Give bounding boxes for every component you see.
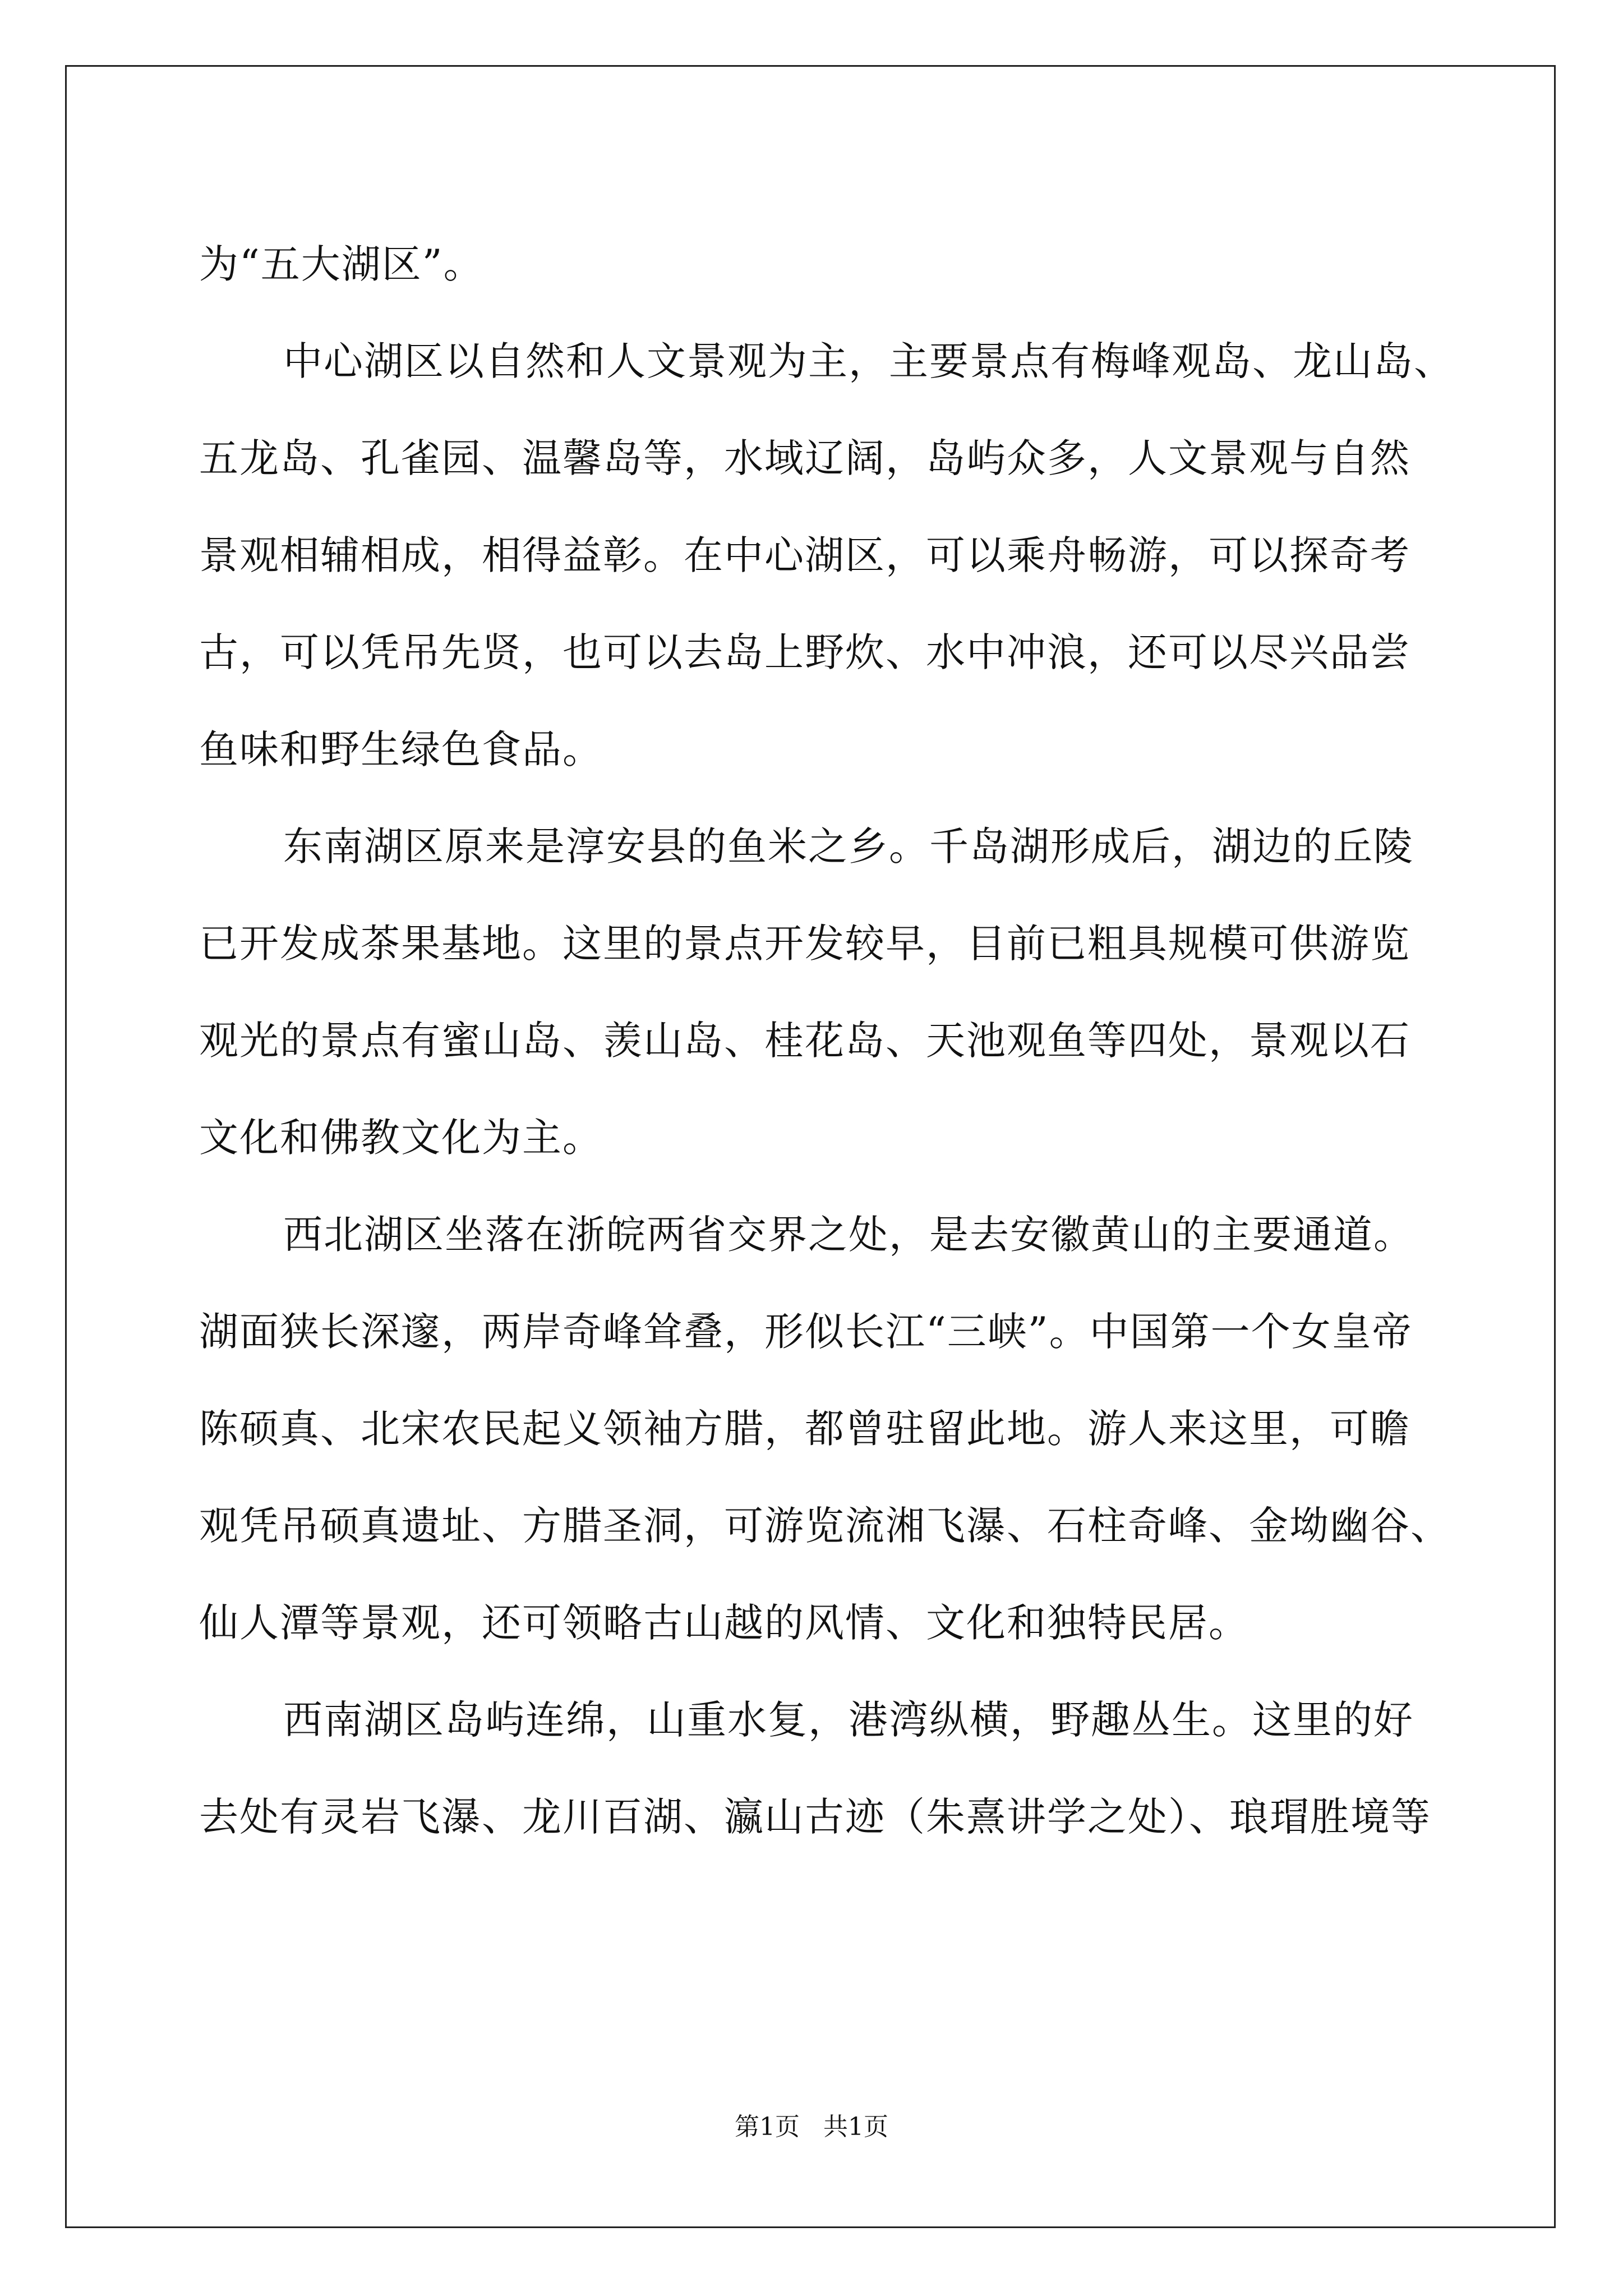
- document-body: [199, 216, 1454, 1866]
- paragraph-start-line: 中心湖区以自然和人文景观为主，主要景点有梅峰观岛、龙山岛、: [283, 338, 1454, 384]
- paragraph-start-line: 东南湖区原来是淳安县的鱼米之乡。千岛湖形成后，湖边的丘陵: [283, 823, 1414, 869]
- text-line: 鱼味和野生绿色食品。: [199, 726, 603, 772]
- text-line: 湖面狭长深邃，两岸奇峰耸叠，形似长江“三峡”。中国第一个女皇帝: [199, 1309, 1413, 1355]
- text-line: 去处有灵岩飞瀑、龙川百湖、瀛山古迹（朱熹讲学之处）、琅瑁胜境等: [199, 1794, 1431, 1840]
- paragraph-start-line: 西南湖区岛屿连绵，山重水复，港湾纵横，野趣丛生。这里的好: [283, 1697, 1414, 1743]
- text-line: 观光的景点有蜜山岛、羡山岛、桂花岛、天池观鱼等四处，景观以石: [199, 1018, 1410, 1064]
- text-line: 古，可以凭吊先贤，也可以去岛上野炊、水中冲浪，还可以尽兴品尝: [199, 629, 1410, 675]
- text-line: 景观相辅相成，相得益彰。在中心湖区，可以乘舟畅游，可以探奇考: [199, 532, 1410, 578]
- text-line: 观凭吊硕真遗址、方腊圣洞，可游览流湘飞瀑、石柱奇峰、金坳幽谷、: [199, 1503, 1451, 1549]
- paragraph-start-line: 西北湖区坐落在浙皖两省交界之处，是去安徽黄山的主要通道。: [283, 1212, 1414, 1258]
- text-line: 五龙岛、孔雀园、温馨岛等，水域辽阔，岛屿众多，人文景观与自然: [199, 435, 1410, 481]
- page-number-footer: 第1页 共1页: [735, 2113, 888, 2141]
- text-line: 仙人潭等景观，还可领略古山越的风情、文化和独特民居。: [199, 1600, 1249, 1646]
- text-line: 陈硕真、北宋农民起义领袖方腊，都曾驻留此地。游人来这里，可瞻: [199, 1406, 1410, 1452]
- text-line: 已开发成茶果基地。这里的景点开发较早，目前已粗具规模可供游览: [199, 921, 1410, 967]
- text-line: 文化和佛教文化为主。: [199, 1115, 603, 1161]
- text-line: 为“五大湖区”。: [199, 241, 484, 287]
